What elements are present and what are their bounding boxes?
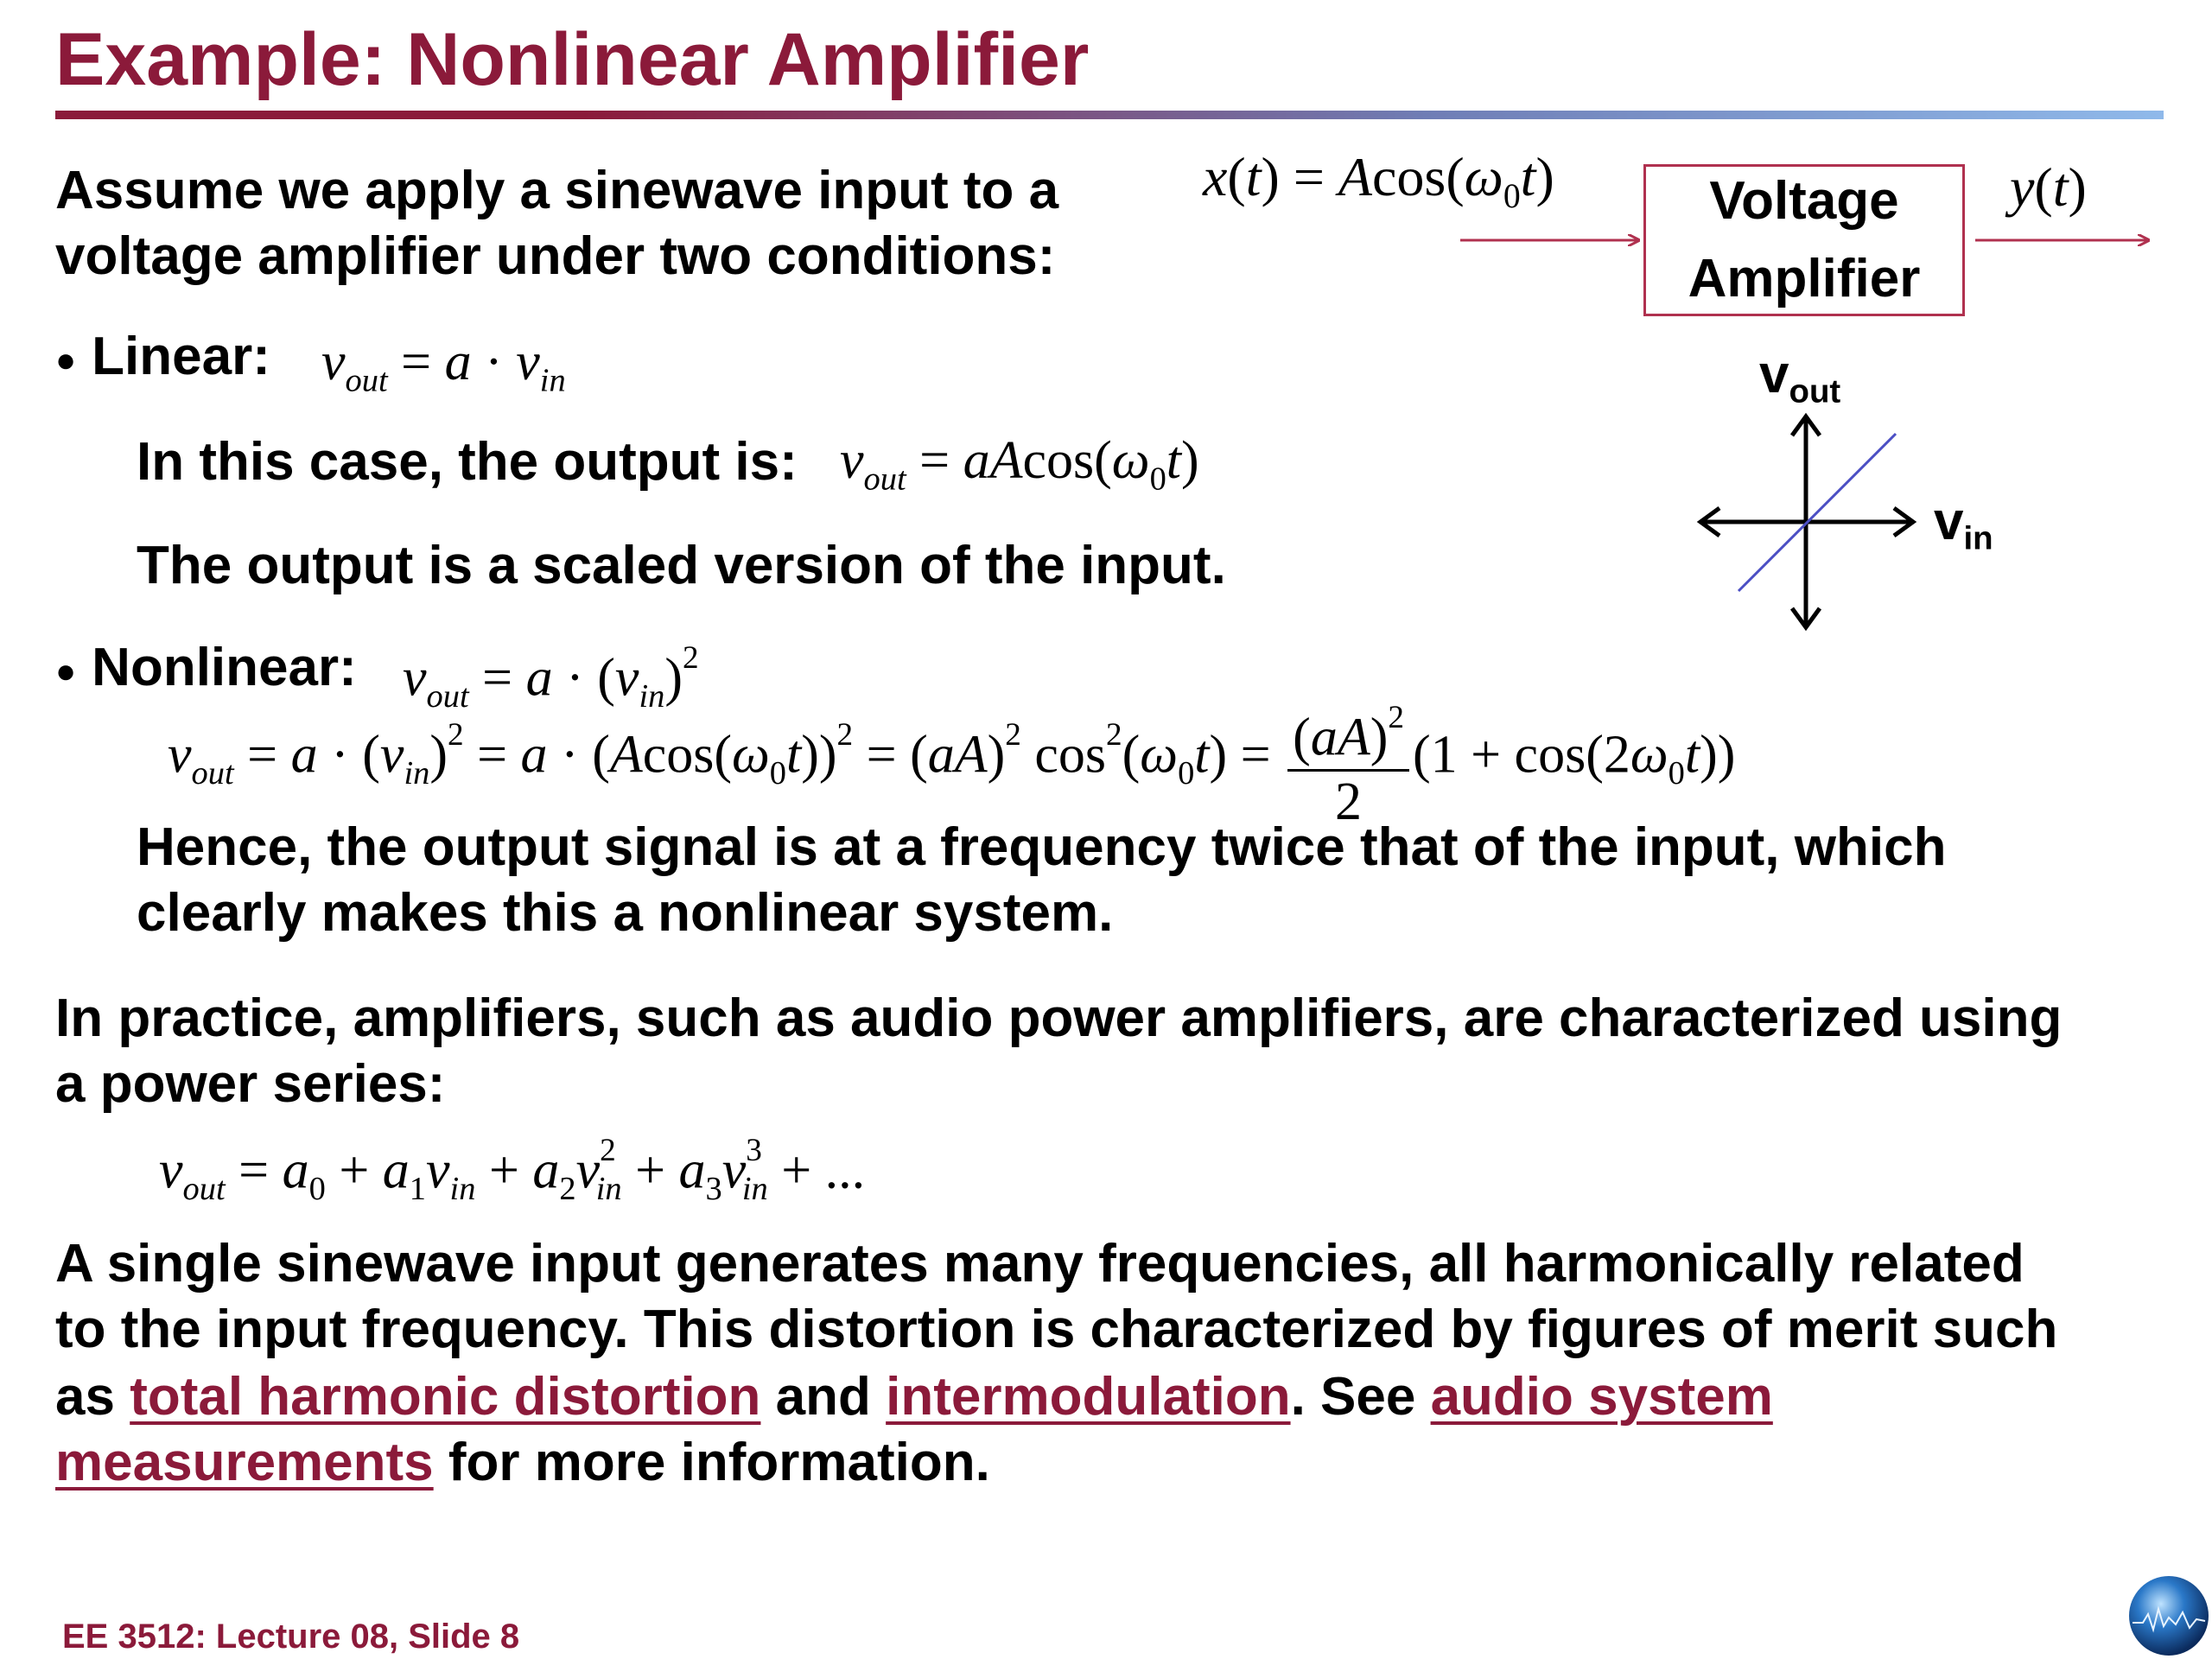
linear-output-equation: $v_{out} = aAcos(\omega_0t)$ [840, 431, 1199, 498]
practice-line-1: In practice, amplifiers, such as audio power amplifiers, are characterized using [55, 988, 2063, 1048]
linear-equation: $v_{out} = a \cdot v_{in}$ [321, 333, 566, 399]
nonlinear-equation: $v_{out} = a \cdot (v_{in})^2$ [403, 640, 699, 715]
transfer-characteristic-plot [1685, 406, 1944, 639]
axis-label-vin: $v_{in}$ [1934, 492, 1993, 557]
linear-conclusion: The output is a scaled version of the input. [137, 536, 1226, 595]
nonlinear-conclusion-line-2: clearly makes this a nonlinear system. [137, 883, 1114, 943]
linear-response-line [1738, 434, 1896, 591]
final-line-3: as total harmonic distortion and intermodulation. See audio system [55, 1367, 1773, 1427]
slide-title: Example: Nonlinear Amplifier [55, 18, 1090, 101]
linear-label: Linear: [92, 327, 270, 386]
intro-line-2: voltage amplifier under two conditions: [55, 226, 1056, 286]
link-total-harmonic-distortion[interactable]: total harmonic distortion [130, 1367, 761, 1427]
nonlinear-conclusion-line-1: Hence, the output signal is at a frequency twice that of the input, which [137, 817, 1947, 877]
final-line-1: A single sinewave input generates many frequencies, all harmonically related [55, 1234, 2024, 1294]
link-intermodulation[interactable]: intermodulation [886, 1367, 1291, 1427]
signal-arrows [1452, 216, 2212, 268]
input-signal-equation: $x(t) = Acos(\omega_0t)$ [1203, 146, 1554, 215]
link-audio-system-measurements-part1[interactable]: audio system [1430, 1367, 1773, 1427]
nonlinear-expansion-equation: $v_{out} = a \cdot (v_{in})^2 = a \cdot (Acos(\omega_0t))^2 = (aA)^2$ $\cos^2(\omega_0t)$ = $\frac{(aA)^2}{2}$ $(1 + \cos(2\omega_0t))$ [168, 679, 1735, 833]
bullet-icon: ● [55, 340, 77, 379]
linear-bullet [55, 323, 270, 394]
practice-line-2: a power series: [55, 1054, 446, 1114]
bullet-icon: ● [55, 652, 77, 690]
title-rule [55, 111, 2164, 119]
final-line-2: to the input frequency. This distortion is characterized by figures of merit such [55, 1300, 2058, 1359]
box-label-line2: Amplifier [1688, 249, 1921, 308]
power-series-equation: $v_{out} = a_0 + a_1v_{in} + a_2v^2_{in} + a_3v^3_{in}$ + ... [159, 1133, 866, 1208]
axis-label-vout: $v_{out}$ [1759, 345, 1841, 410]
nonlinear-label: Nonlinear: [92, 638, 357, 697]
final-line-4: measurements for more information. [55, 1433, 990, 1492]
footer-slide-label: EE 3512: Lecture 08, Slide 8 [62, 1618, 520, 1656]
globe-icon [2127, 1574, 2210, 1657]
output-signal-label: y(t) [2010, 156, 2087, 218]
box-label-line1: Voltage [1709, 171, 1899, 231]
intro-line-1: Assume we apply a sinewave input to a [55, 161, 1059, 220]
linear-output-text: In this case, the output is: [137, 432, 798, 492]
link-audio-system-measurements-part2[interactable]: measurements [55, 1433, 434, 1492]
